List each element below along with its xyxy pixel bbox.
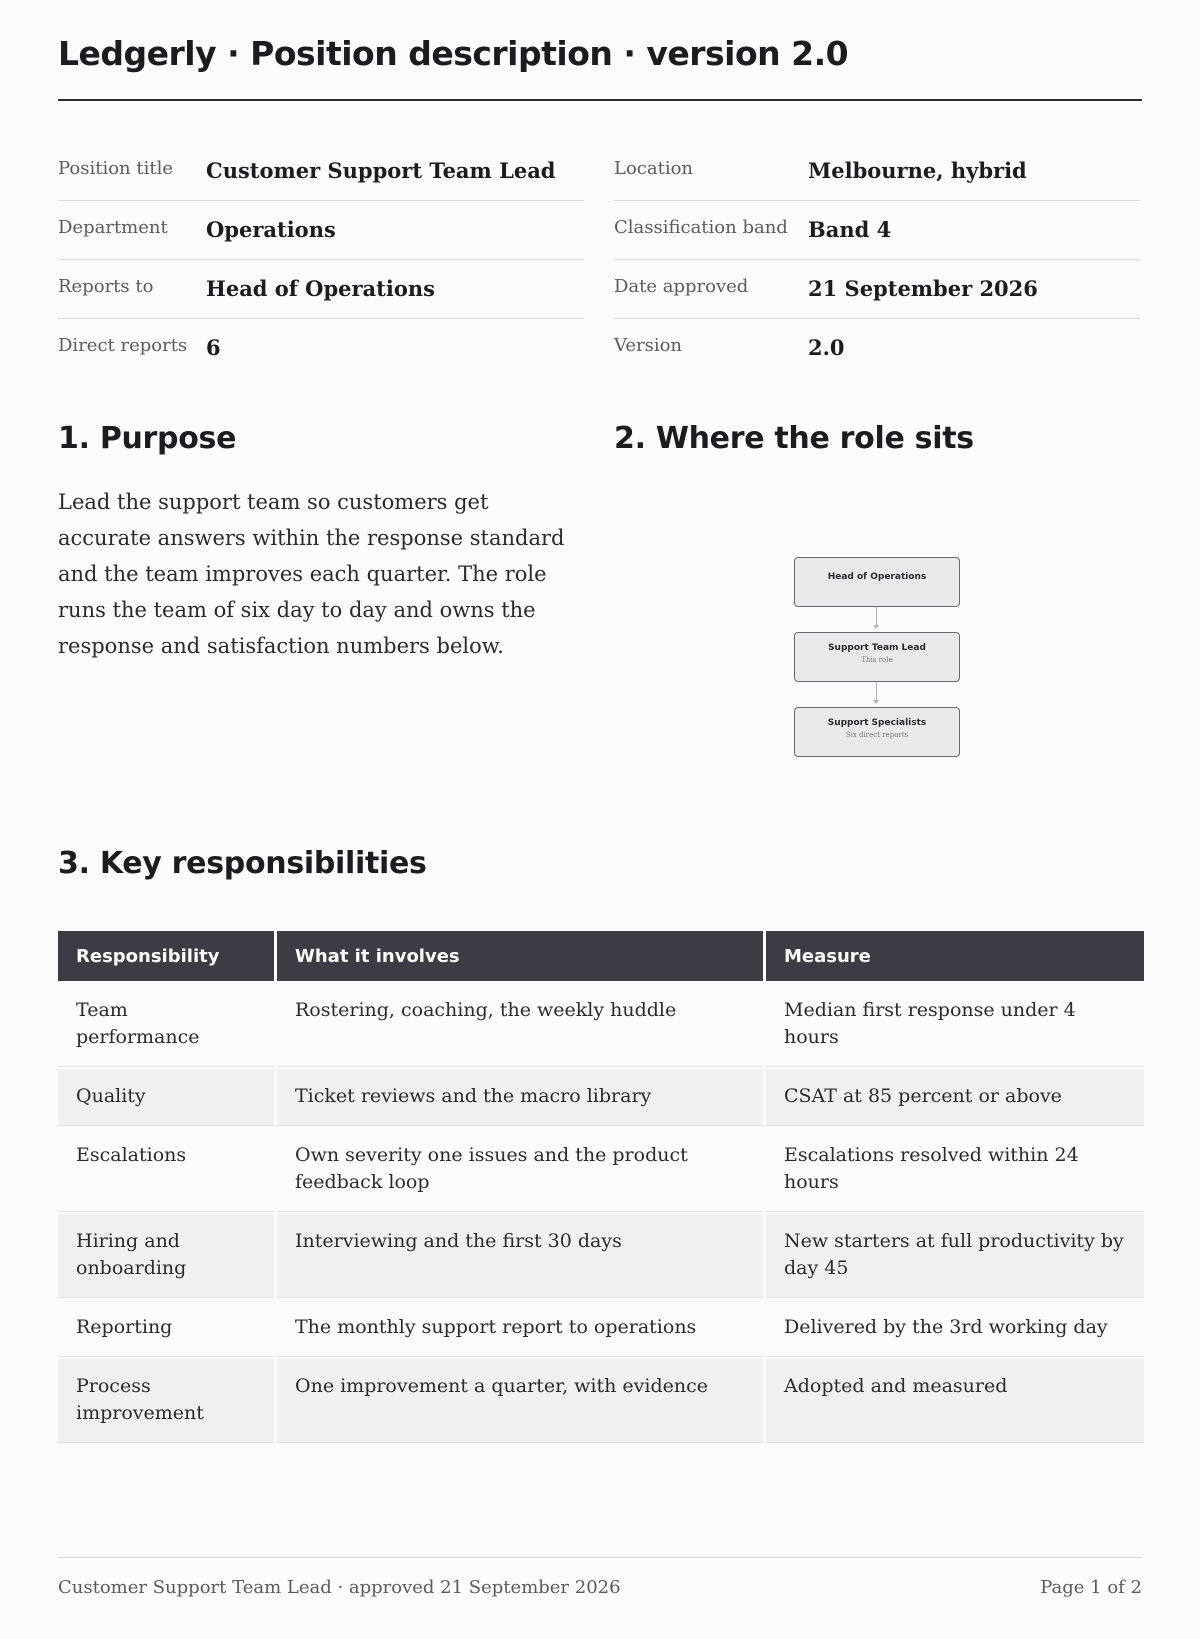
detail-label: Reports to <box>58 276 154 297</box>
detail-label: Department <box>58 217 168 238</box>
detail-row <box>58 319 584 377</box>
org-box-subtitle: This role <box>861 656 893 664</box>
role-sits-heading: 2. Where the role sits <box>614 421 974 456</box>
org-arrow-icon <box>873 625 879 629</box>
detail-label: Classification band <box>614 217 788 238</box>
table-cell: Median first response under 4 hours <box>766 983 1144 1067</box>
org-box-name: Support Specialists <box>827 718 927 728</box>
page-number: Page 1 of 2 <box>1040 1577 1142 1598</box>
column-header: Responsibility <box>58 931 274 981</box>
detail-value: Melbourne, hybrid <box>808 158 1027 183</box>
table-cell: Escalations <box>58 1128 274 1212</box>
footer-caption: Customer Support Team Lead · approved 21 September 2026 <box>58 1577 621 1598</box>
title-divider <box>58 99 1142 101</box>
responsibilities-table <box>55 929 1147 1445</box>
details-left-column <box>58 142 584 377</box>
purpose-text: Lead the support team so customers get accurate answers within the response standard and the team improves each quarter. The role runs the team of six day to day and owns the response and satisfaction numbers below. <box>58 490 565 658</box>
table-cell: Own severity one issues and the product feedback loop <box>277 1128 763 1212</box>
table-cell: The monthly support report to operations <box>277 1300 763 1357</box>
detail-value: Band 4 <box>808 217 892 242</box>
table-cell: Rostering, coaching, the weekly huddle <box>277 983 763 1067</box>
detail-value: Operations <box>206 217 336 242</box>
table-cell: Ticket reviews and the macro library <box>277 1069 763 1126</box>
table-cell: Process improvement <box>58 1359 274 1443</box>
table-row <box>58 1214 1144 1298</box>
detail-label: Position title <box>58 158 173 179</box>
org-box-subtitle: Six direct reports <box>845 731 909 739</box>
org-box-head-of-operations <box>794 557 960 607</box>
org-box-name: Support Team Lead <box>828 643 926 653</box>
org-box-support-team-lead <box>794 632 960 682</box>
table-cell: One improvement a quarter, with evidence <box>277 1359 763 1443</box>
table-cell: Quality <box>58 1069 274 1126</box>
org-connector <box>876 607 877 627</box>
detail-row <box>58 260 584 319</box>
detail-value: 21 September 2026 <box>808 276 1038 301</box>
purpose-heading: 1. Purpose <box>58 421 237 456</box>
detail-label: Direct reports <box>58 335 188 356</box>
detail-row <box>614 142 1140 201</box>
table-cell: Reporting <box>58 1300 274 1357</box>
table-cell: Escalations resolved within 24 hours <box>766 1128 1144 1212</box>
table-row <box>58 1359 1144 1443</box>
table-header-row <box>58 931 1144 981</box>
detail-row <box>614 319 1140 377</box>
table-row <box>58 983 1144 1067</box>
org-connector <box>876 682 877 702</box>
table-row <box>58 1128 1144 1212</box>
document-page <box>58 0 1142 1639</box>
table-row <box>58 1069 1144 1126</box>
responsibilities-heading: 3. Key responsibilities <box>58 846 427 881</box>
detail-row <box>614 201 1140 260</box>
column-header: Measure <box>766 931 1144 981</box>
org-arrow-icon <box>873 700 879 704</box>
table-cell: Team performance <box>58 983 274 1067</box>
org-box-support-specialists <box>794 707 960 757</box>
column-header: What it involves <box>277 931 763 981</box>
details-right-column <box>614 142 1140 377</box>
org-box-name: Head of Operations <box>827 572 927 582</box>
table-cell: Interviewing and the first 30 days <box>277 1214 763 1298</box>
detail-value: Head of Operations <box>206 276 435 301</box>
table-cell: Delivered by the 3rd working day <box>766 1300 1144 1357</box>
detail-value: Customer Support Team Lead <box>206 158 556 183</box>
detail-row <box>614 260 1140 319</box>
table-cell: Hiring and onboarding <box>58 1214 274 1298</box>
table-cell: New starters at full productivity by day 45 <box>766 1214 1144 1298</box>
detail-value: 6 <box>206 335 221 360</box>
table-cell: CSAT at 85 percent or above <box>766 1069 1144 1126</box>
detail-row <box>58 142 584 201</box>
detail-label: Location <box>614 158 694 179</box>
detail-label: Date approved <box>614 276 749 297</box>
document-title: Ledgerly · Position description · version 2.0 <box>58 34 849 73</box>
table-row <box>58 1300 1144 1357</box>
footer-divider <box>58 1557 1142 1558</box>
detail-row <box>58 201 584 260</box>
detail-value: 2.0 <box>808 335 845 360</box>
detail-label: Version <box>614 335 683 356</box>
table-cell: Adopted and measured <box>766 1359 1144 1443</box>
